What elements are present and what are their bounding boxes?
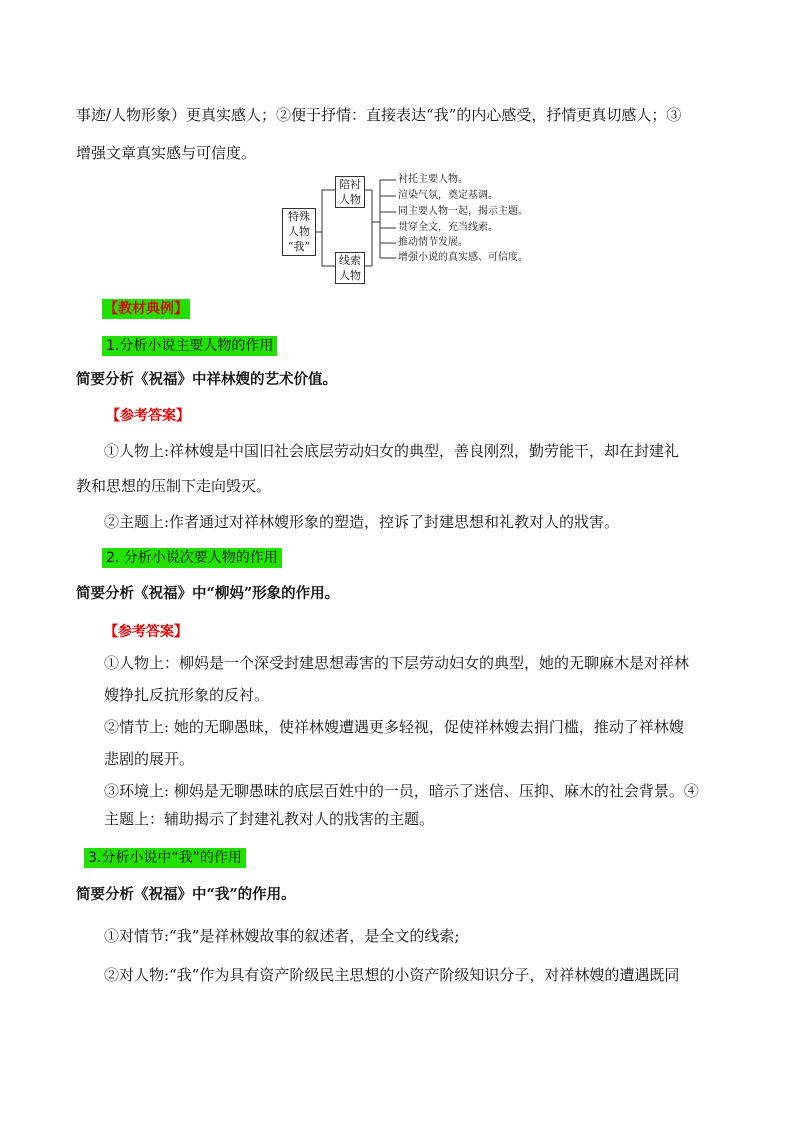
diagram-connector-lines xyxy=(0,0,794,300)
item-1-heading-label: 1.分析小说主要人物的作用 xyxy=(102,336,277,356)
item-1-heading xyxy=(102,334,277,357)
diagram-effect-3: 同主要人物一起，揭示主题。 xyxy=(398,206,528,217)
intro-line-2: 增强文章真实感与可信度。 xyxy=(76,144,257,162)
diagram-root-line-1: 特殊 xyxy=(288,210,310,223)
intro-line-1: 事迹/人物形象）更真实感人；②便于抒情：直接表达“我”的内心感受，抒情更真切感人；③ xyxy=(76,106,682,124)
answer-label-text: 【参考答案】 xyxy=(106,408,190,424)
item-2-heading-label: 2. 分析小说次要人物的作用 xyxy=(102,548,282,568)
diagram-foil-box xyxy=(335,176,365,208)
item-3-answer-line-2: ②对人物:“我”作为具有资产阶级民主思想的小资产阶级知识分子，对祥林嫂的遭遇既同 xyxy=(104,966,680,984)
item-2-question: 简要分析《祝福》中“柳妈”形象的作用。 xyxy=(76,585,340,602)
diagram-root-line-3: “我” xyxy=(287,240,311,253)
item-1-answer-line-1: ①人物上:祥林嫂是中国旧社会底层劳动妇女的典型，善良刚烈，勤劳能干，却在封建礼 xyxy=(104,442,680,460)
item-3-question: 简要分析《祝福》中“我”的作用。 xyxy=(76,886,296,903)
item-1-question: 简要分析《祝福》中祥林嫂的艺术价值。 xyxy=(76,371,337,388)
item-2-answer-line-4: 悲剧的展开。 xyxy=(104,750,195,768)
diagram-root-box xyxy=(282,208,316,256)
item-2-answer-line-1: ①人物上：柳妈是一个深受封建思想毒害的下层劳动妇女的典型，她的无聊麻木是对祥林 xyxy=(104,654,690,672)
item-3-heading xyxy=(84,846,246,869)
diagram-effect-1: 衬托主要人物。 xyxy=(398,174,468,185)
diagram-effect-5: 推动情节发展。 xyxy=(398,237,468,248)
diagram-clue-box xyxy=(335,252,365,284)
item-3-heading-label: 3.分析小说中“我”的作用 xyxy=(84,848,246,868)
item-2-answer-line-3: ②情节上: 她的无聊愚昧，使祥林嫂遭遇更多轻视，促使祥林嫂去捐门槛，推动了祥林嫂 xyxy=(104,718,684,736)
diagram-clue-line-1: 线索 xyxy=(339,254,361,267)
section-title xyxy=(102,297,190,320)
answer-label-text: 【参考答案】 xyxy=(104,624,188,640)
item-2-answer-line-6: 主题上：辅助揭示了封建礼教对人的戕害的主题。 xyxy=(104,810,435,828)
item-2-heading xyxy=(102,546,282,569)
item-2-answer-line-5: ③环境上: 柳妈是无聊愚昧的底层百姓中的一员，暗示了迷信、压抑、麻木的社会背景。④ xyxy=(104,782,699,800)
diagram-effect-4: 贯穿全文，充当线索。 xyxy=(398,222,498,233)
diagram-clue-line-2: 人物 xyxy=(339,269,361,282)
item-1-answer-line-2: 教和思想的压制下走向毁灭。 xyxy=(76,477,272,495)
item-1-answer-line-3: ②主题上:作者通过对祥林嫂形象的塑造，控诉了封建思想和礼教对人的戕害。 xyxy=(104,513,620,531)
diagram-root-line-2: 人物 xyxy=(288,225,310,238)
item-1-answer-label xyxy=(106,404,190,427)
item-3-answer-line-1: ①对情节:“我”是祥林嫂故事的叙述者，是全文的线索; xyxy=(104,927,460,945)
diagram-effect-2: 渲染气氛，奠定基调。 xyxy=(398,190,498,201)
section-title-label: 【教材典例】 xyxy=(104,301,188,317)
diagram-foil-line-1: 陪衬 xyxy=(339,178,361,191)
item-2-answer-line-2: 嫂挣扎反抗形象的反衬。 xyxy=(104,686,270,704)
diagram-effect-6: 增强小说的真实感、可信度。 xyxy=(398,252,528,263)
diagram-foil-line-2: 人物 xyxy=(339,193,361,206)
item-2-answer-label xyxy=(104,620,188,643)
